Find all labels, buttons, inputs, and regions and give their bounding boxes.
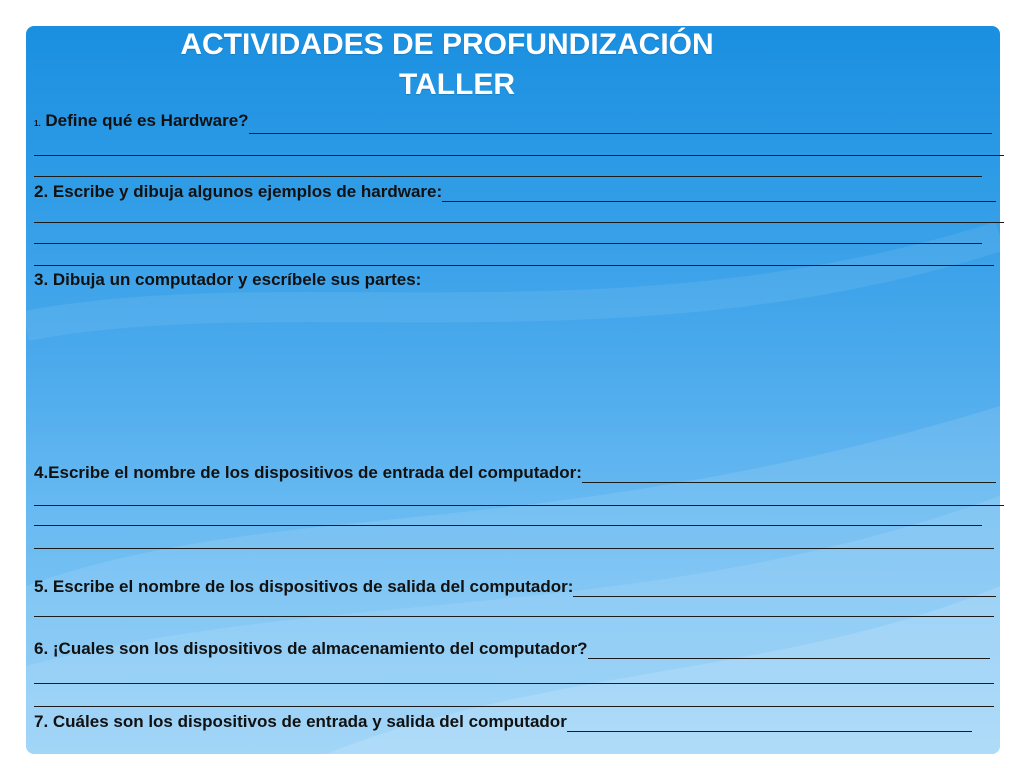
question-3-text: 3. Dibuja un computador y escríbele sus partes: [34, 270, 422, 289]
answer-line[interactable] [567, 715, 972, 732]
answer-line[interactable] [249, 117, 992, 134]
answer-line[interactable] [34, 243, 982, 244]
answer-line[interactable] [34, 222, 1004, 223]
answer-line[interactable] [588, 642, 990, 659]
slide-title: ACTIVIDADES DE PROFUNDIZACIÓN [180, 28, 714, 61]
answer-line[interactable] [582, 466, 996, 483]
question-1 [34, 114, 992, 134]
answer-line[interactable] [34, 176, 982, 177]
question-6 [34, 639, 990, 659]
question-4-text: 4.Escribe el nombre de los dispositivos de entrada del computador: [34, 463, 582, 482]
question-5-text: 5. Escribe el nombre de los dispositivos de salida del computador: [34, 577, 574, 596]
question-2-text: 2. Escribe y dibuja algunos ejemplos de hardware: [34, 182, 443, 201]
answer-line[interactable] [34, 155, 1004, 156]
answer-line[interactable] [34, 683, 994, 684]
answer-line[interactable] [573, 580, 996, 597]
question-7-text: 7. Cuáles son los dispositivos de entrada y salida del computador [34, 712, 567, 731]
question-7 [34, 712, 972, 732]
question-6-text: 6. ¡Cuales son los dispositivos de almacenamiento del computador? [34, 639, 588, 658]
answer-line[interactable] [34, 616, 994, 617]
question-1-text: Define qué es Hardware? [45, 114, 249, 130]
question-5 [34, 577, 996, 597]
answer-line[interactable] [442, 185, 996, 202]
question-4 [34, 463, 996, 483]
question-1-number: 1. [34, 119, 41, 128]
question-2 [34, 182, 996, 202]
answer-line[interactable] [34, 505, 1004, 506]
slide-subtitle: TALLER [398, 68, 516, 101]
answer-line[interactable] [34, 525, 982, 526]
answer-line[interactable] [34, 706, 994, 707]
answer-line[interactable] [34, 548, 994, 549]
answer-line[interactable] [34, 265, 994, 266]
